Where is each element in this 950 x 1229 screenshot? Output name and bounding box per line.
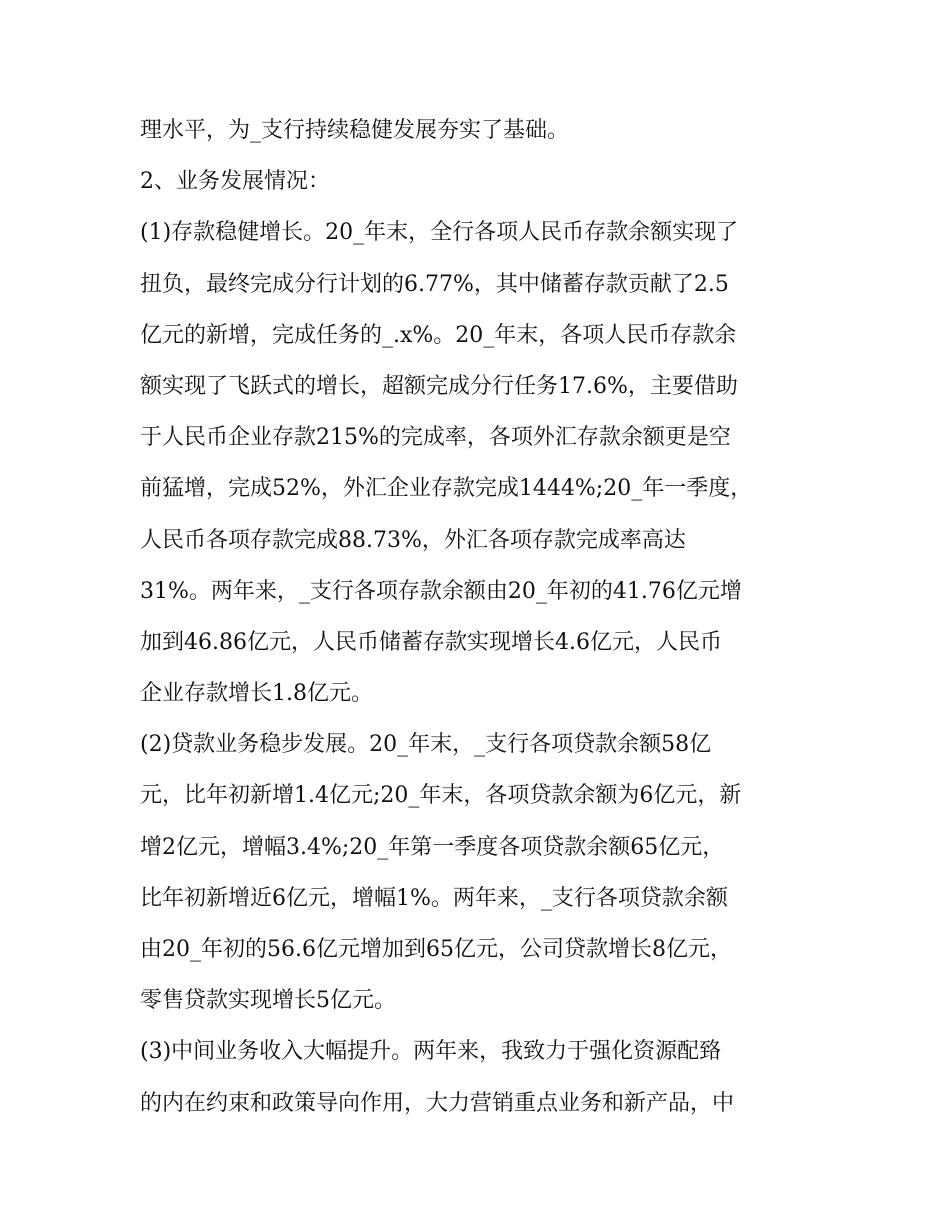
- text-line: (3)中间业务收入大幅提升。两年来，我致力于强化资源配臵: [140, 1039, 722, 1065]
- text-line: 人民币各项存款完成88.73%，外汇各项存款完成率高达: [140, 527, 686, 553]
- text-line: 比年初新增近6亿元，增幅1%。两年来，_支行各项贷款余额: [140, 885, 728, 911]
- text-line: 加到46.86亿元，人民币储蓄存款实现增长4.6亿元，人民币: [140, 629, 722, 655]
- text-line: 前猛增，完成52%，外汇企业存款完成1444%;20_年一季度，: [140, 476, 753, 502]
- text-line: 由20_年初的56.6亿元增加到65亿元，公司贷款增长8亿元，: [140, 937, 732, 962]
- text-line: 零售贷款实现增长5亿元。: [140, 988, 396, 1014]
- text-line: 的内在约束和政策导向作用，大力营销重点业务和新产品，中: [140, 1090, 735, 1116]
- document-body: [140, 105, 820, 1129]
- text-line: 31%。两年来，_支行各项存款余额由20_年初的41.76亿元增: [140, 578, 742, 604]
- text-line: 企业存款增长1.8亿元。: [140, 681, 373, 707]
- text-line: (2)贷款业务稳步发展。20_年末，_支行各项贷款余额58亿: [140, 732, 712, 758]
- text-line: 增2亿元，增幅3.4%;20_年第一季度各项贷款余额65亿元，: [140, 834, 725, 860]
- text-line: 扭负，最终完成分行计划的6.77%，其中储蓄存款贡献了2.5: [140, 271, 729, 297]
- text-line: 额实现了飞跃式的增长，超额完成分行任务17.6%，主要借助: [140, 373, 738, 399]
- section-heading: 2、业务发展情况：: [140, 169, 330, 195]
- text-line: 于人民币企业存款215%的完成率，各项外汇存款余额更是空: [140, 425, 731, 451]
- text-line: 亿元的新增，完成任务的_.x%。20_年末，各项人民币存款余: [140, 322, 737, 348]
- text-line: (1)存款稳健增长。20_年末，全行各项人民币存款余额实现了: [140, 220, 739, 246]
- text-line: 元，比年初新增1.4亿元;20_年末，各项贷款余额为6亿元，新: [140, 783, 742, 809]
- text-line: 理水平，为_支行持续稳健发展夯实了基础。: [140, 118, 570, 143]
